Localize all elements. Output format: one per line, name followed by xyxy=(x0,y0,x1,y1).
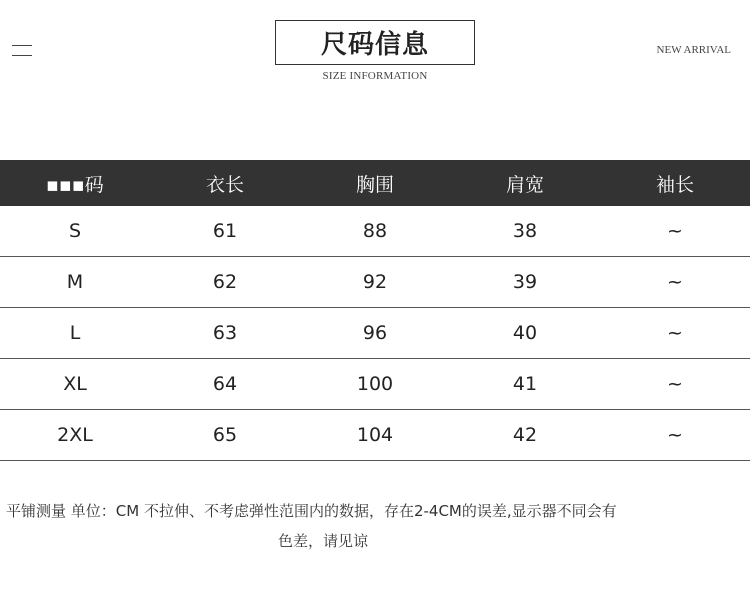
cell-length: 65 xyxy=(212,424,238,446)
cell-sleeve: ~ xyxy=(667,373,683,395)
table-row xyxy=(0,257,750,308)
table-row xyxy=(0,359,750,410)
cell-sleeve: ~ xyxy=(667,271,683,293)
header-shoulder: 肩宽 xyxy=(505,173,544,196)
cell-length: 64 xyxy=(212,373,238,395)
header-size: ▪▪▪码 xyxy=(46,173,104,196)
table-header-row xyxy=(0,160,750,206)
cell-size: M xyxy=(66,271,84,293)
new-arrival-tag: NEW ARRIVAL xyxy=(656,44,731,56)
cell-size: S xyxy=(68,220,82,242)
cell-chest: 96 xyxy=(362,322,388,344)
header-chest: 胸围 xyxy=(355,173,394,196)
cell-shoulder: 40 xyxy=(512,322,538,344)
cell-shoulder: 41 xyxy=(512,373,538,395)
header-length: 衣长 xyxy=(205,173,244,196)
cell-length: 62 xyxy=(212,271,238,293)
cell-length: 63 xyxy=(212,322,238,344)
size-table xyxy=(0,160,750,461)
page-subtitle: SIZE INFORMATION xyxy=(322,70,428,82)
page-title: 尺码信息 xyxy=(275,20,475,65)
measurement-note: 平铺测量 单位：CM 不拉伸、不考虑弹性范围内的数据，存在2-4CM的误差,显示器不同会有 xyxy=(6,502,617,520)
cell-shoulder: 42 xyxy=(512,424,538,446)
cell-chest: 92 xyxy=(362,271,388,293)
table-row xyxy=(0,308,750,359)
cell-sleeve: ~ xyxy=(667,220,683,242)
cell-shoulder: 39 xyxy=(512,271,538,293)
cell-chest: 88 xyxy=(362,220,388,242)
cell-sleeve: ~ xyxy=(667,322,683,344)
cell-chest: 104 xyxy=(356,424,394,446)
table-row xyxy=(0,206,750,257)
cell-sleeve: ~ xyxy=(667,424,683,446)
cell-shoulder: 38 xyxy=(512,220,538,242)
cell-size: 2XL xyxy=(57,424,93,446)
cell-size: XL xyxy=(63,373,87,395)
menu-lines-icon[interactable] xyxy=(12,45,32,56)
header-sleeve: 袖长 xyxy=(655,173,694,196)
table-row xyxy=(0,410,750,461)
cell-length: 61 xyxy=(212,220,238,242)
cell-chest: 100 xyxy=(356,373,394,395)
measurement-note-continued: 色差，请见谅 xyxy=(278,532,369,550)
cell-size: L xyxy=(69,322,81,344)
